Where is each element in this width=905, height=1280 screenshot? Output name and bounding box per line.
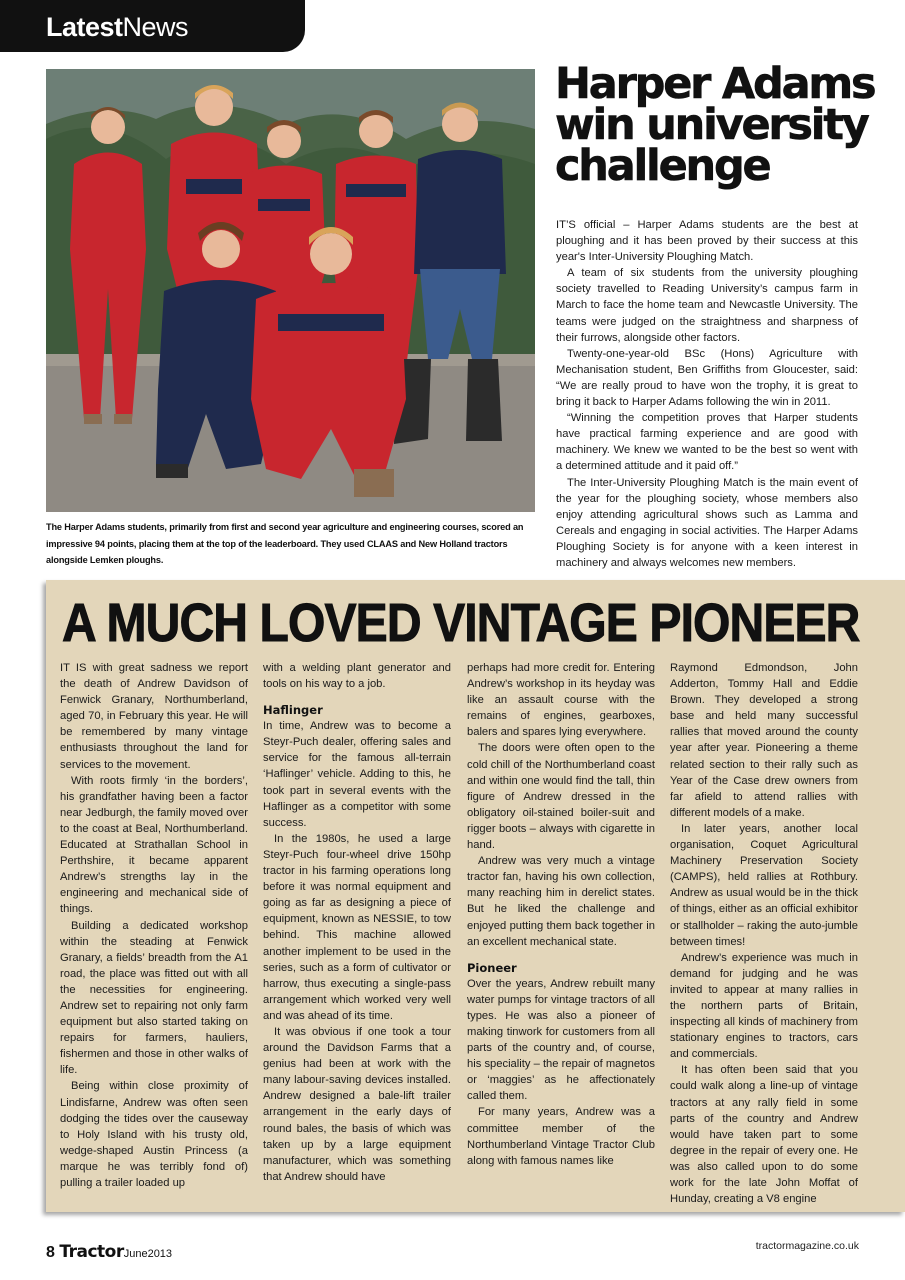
feature-paragraph: Over the years, Andrew rebuilt many water pumps for vintage tractors of all types. He was also a pioneer of making tinwork for customers from all parts of the country and, of course, his speciality – the repair of magnetos or ‘maggies’ as he affectionately called them.	[467, 977, 655, 1103]
feature-paragraph: Andrew was very much a vintage tractor fan, having his own collection, many reaching him in derelict states. But he liked the challenge and enjoyed putting them back together in an excellent mechanical state.	[467, 855, 655, 948]
photo-caption: The Harper Adams students, primarily from first and second year agriculture and engineering courses, scored an impressive 94 points, placing them at the top of the leaderboard. They used CLAAS and New Holland tractors alongside Lemken ploughs.	[46, 522, 524, 566]
feature-paragraph: Raymond Edmondson, John Adderton, Tommy Hall and Eddie Brown. They developed a strong base and held many successful rallies that moved around the county year after year. Pioneering a theme related section to their rally such as Year of the Case drew owners from far afield to attend rallies with different models of a make.	[670, 662, 858, 819]
feature-headline: A MUCH LOVED VINTAGE PIONEER	[62, 593, 860, 653]
feature-column-4	[670, 660, 858, 1207]
feature-paragraph: It was obvious if one took a tour around the Davidson Farms that a genius had been at work with the many labour-saving devices installed. Andrew designed a bale-lift trailer arrangement in the early days of round bales, the basis of which was taken up by a large equipment manufacturer, which was something that Andrew should have	[263, 1025, 451, 1183]
footer-issue: June2013	[123, 1248, 173, 1260]
feature-subheading: Pioneer	[467, 960, 517, 975]
feature-subheading: Haflinger	[263, 703, 323, 718]
feature-paragraph: With roots firmly ‘in the borders’, his grandfather having been a factor near Jedburgh, the family moved over to the coast at Beal, Northumberland. Educated at Strathallan School in Perthshire, it became apparent Andrew’s strengths lay in the engineering and mechanical side of things.	[60, 774, 248, 916]
story-body	[556, 217, 858, 571]
footer-brand: Tractor	[59, 1242, 124, 1262]
story-paragraph: A team of six students from the university ploughing society travelled to Reading University’s campus farm in March to face the home team and Newcastle University. The teams were judged on the straightness and sharpness of their furrows, alongside other factors.	[556, 267, 858, 344]
story-paragraph: IT’S official – Harper Adams students are the best at ploughing and it has been proved by their success at this year's Inter-University Ploughing Match.	[556, 219, 858, 264]
feature-paragraph: Being within close proximity of Lindisfarne, Andrew was often seen dodging the tides over the causeway to Holy Island with his trusty old, wedge-shaped Austin Princess (a marque he was terribly fond of) pulling a trailer loaded up	[60, 1080, 248, 1189]
team-photo	[46, 69, 535, 512]
feature-paragraph: perhaps had more credit for. Entering Andrew’s workshop in its heyday was like an assault course with the remains of engines, gearboxes, balers and spares lying everywhere.	[467, 662, 655, 739]
page-number: 8	[46, 1244, 55, 1261]
footer-folio	[46, 1242, 172, 1262]
story-paragraph: The Inter-University Ploughing Match is the main event of the year for the ploughing society, whose members also enjoy attending agricultural shows such as Lamma and Cereals and engaging in social activities. The Harper Adams Ploughing Society is for anyone with a keen interest in machinery and always welcomes new members.	[556, 476, 858, 569]
feature-paragraph: Andrew’s experience was much in demand for judging and he was invited to appear at many rallies in the northern parts of Britain, inspecting all kinds of machinery from stationary engines to tractors, cars and commercials.	[670, 951, 858, 1061]
feature-column-2	[263, 660, 451, 1185]
feature-paragraph: The doors were often open to the cold chill of the Northumberland coast and within one would find the tall, thin figure of Andrew dressed in the obligatory oil-stained boiler-suit and rigger boots – always with cigarette in hand.	[467, 742, 655, 852]
feature-paragraph: with a welding plant generator and tools on his way to a job.	[263, 662, 451, 691]
story-paragraph: Twenty-one-year-old BSc (Hons) Agriculture with Mechanisation student, Ben Griffiths from Gloucester, said: “We are really proud to have won the trophy, it is great to bring it back to Harper Adams following the win in 2011.	[556, 347, 858, 409]
section-tab	[0, 0, 305, 52]
team-photo-illustration	[46, 69, 535, 512]
story-paragraph: “Winning the competition proves that Harper students have practical farming experience and are good with machinery. We knew we wanted to be the best so went with a determined attitude and it paid off.”	[556, 412, 858, 473]
footer-website: tractormagazine.co.uk	[755, 1240, 859, 1252]
feature-paragraph: In later years, another local organisation, Coquet Agricultural Machinery Preservation Society (CAMPS), held rallies at Rothbury. Andrew as usual would be in the thick of things, either as an official exhibitor or stallholder – raking the auto-jumble between times!	[670, 822, 858, 948]
section-tab-bold: Latest	[46, 12, 123, 42]
feature-box	[46, 580, 905, 1212]
feature-column-1	[60, 660, 248, 1191]
feature-paragraph: IT IS with great sadness we report the death of Andrew Davidson of Fenwick Granary, Northumberland, aged 70, in February this year. He will be remembered by many vintage enthusiasts throughout the land for services to the movement.	[60, 662, 248, 771]
section-tab-light: News	[122, 12, 189, 42]
story-headline: Harper Adams win university challenge	[555, 59, 875, 191]
feature-paragraph: In time, Andrew was to become a Steyr-Puch dealer, offering sales and service for the famous all-terrain ‘Haflinger’ vehicle. Adding to this, he took part in several events with the Haflinger as a competitor with some success.	[263, 720, 451, 829]
feature-column-3	[467, 660, 655, 1169]
feature-paragraph: Building a dedicated workshop within the steading at Fenwick Granary, a fields’ breadth from the A1 road, the place was fitted out with all the necessities for engineering. Andrew set to repairing not only farm equipment but also started taking on repairs for farmers, hauliers, fishermen and those in other walks of life.	[60, 919, 248, 1077]
feature-paragraph: In the 1980s, he used a large Steyr-Puch four-wheel drive 150hp tractor in his farming operations long before it was normal equipment and going as far as designing a piece of equipment, known as NESSIE, to tow behind. This machine allowed another implement to be used in the series, such as a form of cultivator or harrow, thus executing a single-pass arrangement which worked very well and was ahead of its time.	[263, 832, 451, 1022]
feature-paragraph: For many years, Andrew was a committee member of the Northumberland Vintage Tractor Club along with famous names like	[467, 1106, 655, 1167]
feature-paragraph: It has often been said that you could walk along a line-up of vintage tractors at any rally field in some parts of the country and Andrew would have taken part to some degree in the repair of every one. He was also called upon to do some work for the late John Moffat of Hunday, creating a V8 engine	[670, 1064, 858, 1206]
